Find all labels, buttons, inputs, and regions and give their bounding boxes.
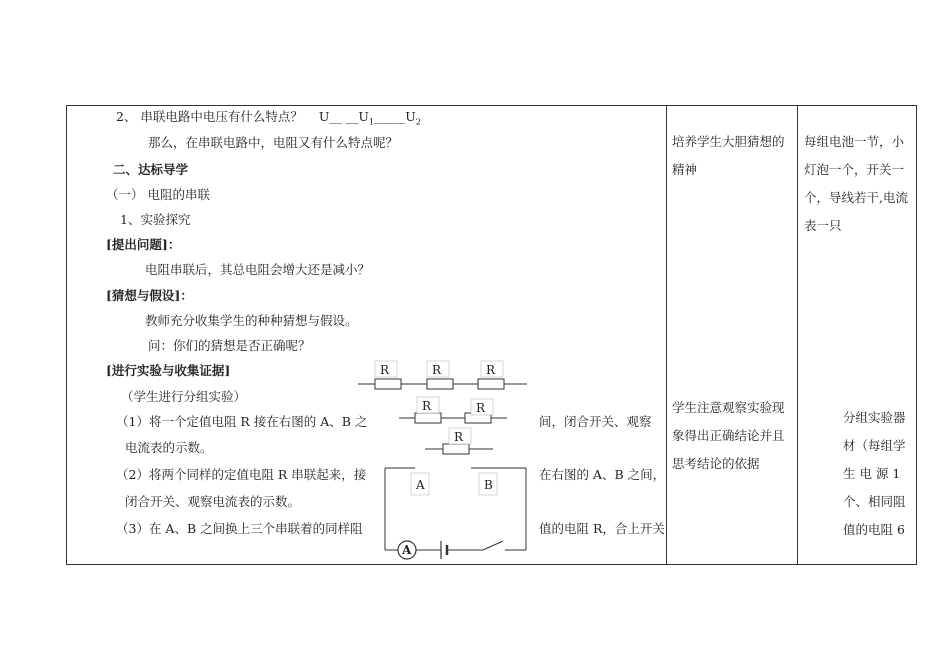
column-divider xyxy=(666,105,667,565)
step-1-cont: 电流表的示数。 xyxy=(125,440,213,455)
step-1-right: 间，闭合开关、观察 xyxy=(539,414,652,429)
goal-text-top: 培养学生大胆猜想的精神 xyxy=(672,134,785,177)
ask-text: 问：你们的猜想是否正确呢？ xyxy=(148,338,311,353)
group-experiment: （学生进行分组实验） xyxy=(121,389,247,404)
materials-top: 每组电池一节，小灯泡一个，开关一个，导线若干,电流表一只 xyxy=(804,134,908,233)
ammeter-label: A xyxy=(402,543,412,557)
experiment-label: [进行实验与收集证据] xyxy=(106,363,231,378)
question-2: 2、 串联电路中电压有什么特点？ U__ $\_\_U_1\_\_\_\_\_U_2$ xyxy=(116,109,421,127)
step-3-right: 值的电阻 R，合上开关 xyxy=(539,521,665,536)
sub-title: （一） 电阻的串联 xyxy=(106,187,210,202)
goal-text-bottom: 学生注意观察实验现象得出正确结论并且思考结论的依据 xyxy=(672,400,785,471)
raise-question-text: 电阻串联后，其总电阻会增大还是减小？ xyxy=(145,262,371,277)
circuit-diagram xyxy=(355,355,535,565)
step-2-cont: 闭合开关、观察电流表的示数。 xyxy=(125,494,301,509)
switch-icon xyxy=(483,541,503,550)
step-1: （1）将一个定值电阻 R 接在右图的 A、B 之 xyxy=(116,414,368,429)
item-1: 1、实验探究 xyxy=(120,212,191,227)
materials-bottom: 分组实验器材（每组学生 电 源 1 个、相同阻值的电阻 6 xyxy=(843,410,906,537)
step-3: （3）在 A、B 之间换上三个串联着的同样阻 xyxy=(116,521,363,536)
column-divider xyxy=(797,105,798,565)
raise-question-label: [提出问题]： xyxy=(106,237,181,252)
point-a-label: A xyxy=(416,478,425,492)
resistor-label: R xyxy=(486,363,496,377)
step-2-right: 在右图的 A、B 之间， xyxy=(539,467,666,482)
resistor-label: R xyxy=(380,363,390,377)
resistor-label: R xyxy=(476,401,486,415)
point-b-label: B xyxy=(484,478,493,492)
guess-label: [猜想与假设]： xyxy=(106,288,193,303)
guess-text: 教师充分收集学生的种种猜想与假设。 xyxy=(145,313,358,328)
question-followup: 那么，在串联电路中，电阻又有什么特点呢？ xyxy=(148,135,399,150)
step-2: （2）将两个同样的定值电阻 R 串联起来，接 xyxy=(116,467,367,482)
resistor-label: R xyxy=(454,430,464,444)
resistor-label: R xyxy=(422,399,432,413)
section-title: 二、达标导学 xyxy=(113,162,189,177)
resistor-label: R xyxy=(432,363,442,377)
